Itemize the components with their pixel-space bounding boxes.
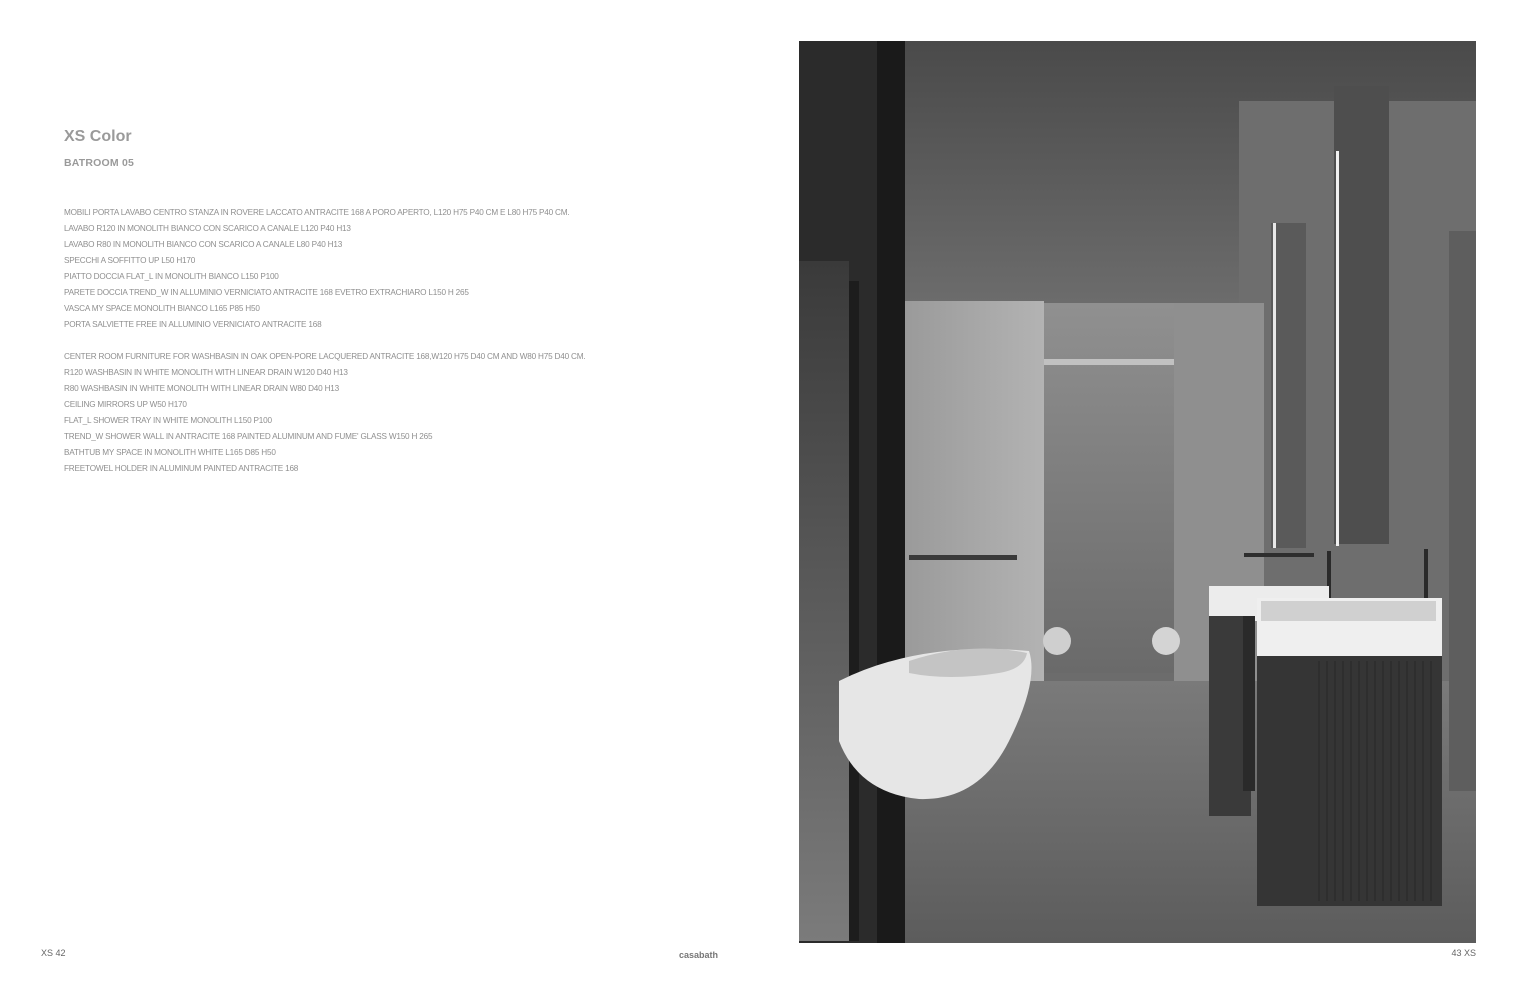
spec-line: R120 WASHBASIN IN WHITE MONOLITH WITH LINEAR DRAIN W120 D40 H13 [64, 368, 348, 377]
page-number-right: 43 XS [1451, 948, 1476, 958]
brand-logo: casabath [678, 950, 719, 960]
spec-line: VASCA MY SPACE MONOLITH BIANCO L165 P85 H50 [64, 304, 260, 313]
spec-line: MOBILI PORTA LAVABO CENTRO STANZA IN ROVERE LACCATO ANTRACITE 168 A PORO APERTO, L120 H75 P40 CM E L80 H75 P40 CM. [64, 208, 570, 217]
page-number-left: XS 42 [41, 948, 66, 958]
spec-line: R80 WASHBASIN IN WHITE MONOLITH WITH LINEAR DRAIN W80 D40 H13 [64, 384, 340, 393]
spec-line: BATHTUB MY SPACE IN MONOLITH WHITE L165 D85 H50 [64, 448, 276, 457]
spec-line: TREND_W SHOWER WALL IN ANTRACITE 168 PAINTED ALUMINUM AND FUME' GLASS W150 H 265 [64, 432, 433, 441]
spec-line: CEILING MIRRORS UP W50 H170 [64, 400, 187, 409]
spec-line: FLAT_L SHOWER TRAY IN WHITE MONOLITH L150 P100 [64, 416, 272, 425]
spec-line: LAVABO R80 IN MONOLITH BIANCO CON SCARICO A CANALE L80 P40 H13 [64, 240, 343, 249]
spec-line: FREETOWEL HOLDER IN ALUMINUM PAINTED ANTRACITE 168 [64, 464, 299, 473]
spec-line: PARETE DOCCIA TREND_W IN ALLUMINIO VERNICIATO ANTRACITE 168 EVETRO EXTRACHIARO L150 H 265 [64, 288, 469, 297]
spec-line: PIATTO DOCCIA FLAT_L IN MONOLITH BIANCO L150 P100 [64, 272, 279, 281]
spec-line: SPECCHI A SOFFITTO UP L50 H170 [64, 256, 196, 265]
bathroom-photo [799, 41, 1476, 943]
spec-line: LAVABO R120 IN MONOLITH BIANCO CON SCARICO A CANALE L120 P40 H13 [64, 224, 351, 233]
spec-list-italian [64, 205, 569, 333]
spec-line: PORTA SALVIETTE FREE IN ALLUMINIO VERNICIATO ANTRACITE 168 [64, 320, 322, 329]
spec-list-english [64, 349, 585, 477]
page-title: XS Color [64, 128, 132, 145]
spec-line: CENTER ROOM FURNITURE FOR WASHBASIN IN OAK OPEN-PORE LACQUERED ANTRACITE 168,W120 H75 D40 CM AND W80 H75 D40 CM. [64, 352, 586, 361]
page-subtitle: BATROOM 05 [64, 157, 135, 169]
